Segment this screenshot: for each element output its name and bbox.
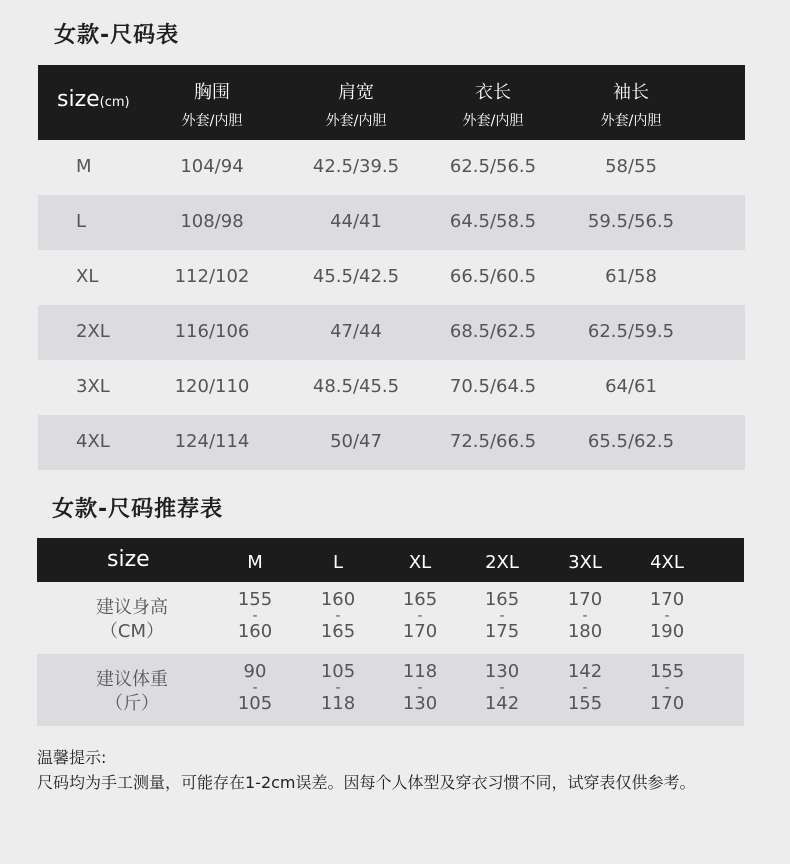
table-row [38, 195, 745, 250]
range-max: 170 [402, 621, 438, 642]
range-max: 118 [320, 693, 356, 714]
size-column-header: size [107, 547, 150, 572]
header-main: 衣长 [475, 82, 511, 103]
table-cell: 61/58 [605, 266, 657, 287]
table-cell: 62.5/56.5 [449, 156, 537, 177]
size-chart-header [38, 65, 745, 140]
range-cell [627, 589, 707, 642]
range-max: 180 [567, 621, 603, 642]
row-label [77, 668, 187, 716]
table-cell: 68.5/62.5 [449, 321, 537, 342]
table-cell: 62.5/59.5 [587, 321, 675, 342]
range-min: 155 [237, 589, 273, 610]
range-max: 142 [484, 693, 520, 714]
range-cell [545, 661, 625, 714]
row-label-unit: （CM） [99, 621, 165, 642]
table-row [38, 140, 745, 195]
table-cell: 72.5/66.5 [449, 431, 537, 452]
header-sub: 外套/内胆 [181, 113, 243, 129]
row-label-main: 建议体重 [96, 669, 168, 690]
table-cell: 42.5/39.5 [312, 156, 400, 177]
table-cell: 70.5/64.5 [449, 376, 537, 397]
size-cell: XL [76, 266, 99, 287]
range-max: 190 [649, 621, 685, 642]
range-max: 160 [237, 621, 273, 642]
table-cell: 59.5/56.5 [587, 211, 675, 232]
header-main: 胸围 [194, 82, 230, 103]
header-sleeve [581, 78, 681, 130]
range-min: 142 [567, 661, 603, 682]
size-column: L [332, 552, 344, 573]
range-min: 118 [402, 661, 438, 682]
range-cell [298, 589, 378, 642]
table-cell: 66.5/60.5 [449, 266, 537, 287]
range-max: 130 [402, 693, 438, 714]
range-min: 130 [484, 661, 520, 682]
header-length [443, 78, 543, 130]
table-cell: 44/41 [330, 211, 382, 232]
range-dash: - [664, 680, 670, 696]
size-chart-table [38, 65, 745, 470]
range-min: 90 [243, 661, 267, 682]
table-row [38, 250, 745, 305]
range-min: 165 [484, 589, 520, 610]
notes-body: 尺码均为手工测量，可能存在1-2cm误差。因每个人体型及穿衣习惯不同，试穿表仅供参考。 [37, 773, 696, 792]
table-cell: 104/94 [180, 156, 244, 177]
range-dash: - [252, 608, 258, 624]
size-column: 3XL [568, 552, 602, 573]
table-cell: 48.5/45.5 [312, 376, 400, 397]
row-label-unit: （斤） [105, 693, 159, 714]
range-min: 165 [402, 589, 438, 610]
size-cell: M [76, 156, 92, 177]
range-cell [380, 589, 460, 642]
range-max: 155 [567, 693, 603, 714]
size-chart-title: 女款-尺码表 [54, 23, 180, 48]
size-column-header [57, 87, 130, 112]
size-cell: 3XL [76, 376, 110, 397]
range-min: 170 [649, 589, 685, 610]
table-cell: 108/98 [180, 211, 244, 232]
range-cell [380, 661, 460, 714]
range-dash: - [499, 680, 505, 696]
size-column: M [247, 552, 263, 573]
table-cell: 116/106 [174, 321, 250, 342]
range-cell [462, 661, 542, 714]
row-label-main: 建议身高 [96, 597, 168, 618]
table-cell: 47/44 [330, 321, 382, 342]
table-cell: 124/114 [174, 431, 250, 452]
recommendation-table [37, 538, 744, 726]
recommendation-header [37, 538, 744, 582]
size-label: size [57, 87, 100, 112]
range-cell [545, 589, 625, 642]
range-dash: - [252, 680, 258, 696]
range-dash: - [582, 680, 588, 696]
header-main: 袖长 [613, 82, 649, 103]
range-dash: - [664, 608, 670, 624]
table-cell: 64/61 [605, 376, 657, 397]
range-cell [298, 661, 378, 714]
table-cell: 120/110 [174, 376, 250, 397]
size-cell: 2XL [76, 321, 110, 342]
range-dash: - [582, 608, 588, 624]
table-row [38, 415, 745, 470]
header-sub: 外套/内胆 [600, 113, 662, 129]
size-column: 2XL [485, 552, 519, 573]
table-cell: 50/47 [330, 431, 382, 452]
size-column: XL [408, 552, 432, 573]
table-cell: 112/102 [174, 266, 250, 287]
range-max: 175 [484, 621, 520, 642]
header-sub: 外套/内胆 [462, 113, 524, 129]
range-min: 155 [649, 661, 685, 682]
size-cell: L [76, 211, 87, 232]
range-max: 170 [649, 693, 685, 714]
range-dash: - [417, 608, 423, 624]
range-max: 165 [320, 621, 356, 642]
table-row [37, 654, 744, 726]
table-row [37, 582, 744, 654]
header-shoulder [306, 78, 406, 130]
range-max: 105 [237, 693, 273, 714]
size-column: 4XL [650, 552, 684, 573]
header-chest [162, 78, 262, 130]
recommendation-title: 女款-尺码推荐表 [52, 497, 224, 522]
range-min: 105 [320, 661, 356, 682]
range-cell [215, 661, 295, 714]
size-cell: 4XL [76, 431, 110, 452]
header-main: 肩宽 [338, 82, 374, 103]
range-cell [462, 589, 542, 642]
table-cell: 58/55 [605, 156, 657, 177]
range-min: 170 [567, 589, 603, 610]
size-unit: (cm) [99, 95, 130, 110]
table-cell: 64.5/58.5 [449, 211, 537, 232]
table-cell: 65.5/62.5 [587, 431, 675, 452]
table-row [38, 305, 745, 360]
table-cell: 45.5/42.5 [312, 266, 400, 287]
range-dash: - [335, 608, 341, 624]
notes-title: 温馨提示: [37, 748, 107, 767]
range-min: 160 [320, 589, 356, 610]
range-dash: - [499, 608, 505, 624]
header-sub: 外套/内胆 [325, 113, 387, 129]
range-dash: - [417, 680, 423, 696]
range-cell [627, 661, 707, 714]
range-dash: - [335, 680, 341, 696]
row-label [77, 596, 187, 644]
range-cell [215, 589, 295, 642]
table-row [38, 360, 745, 415]
